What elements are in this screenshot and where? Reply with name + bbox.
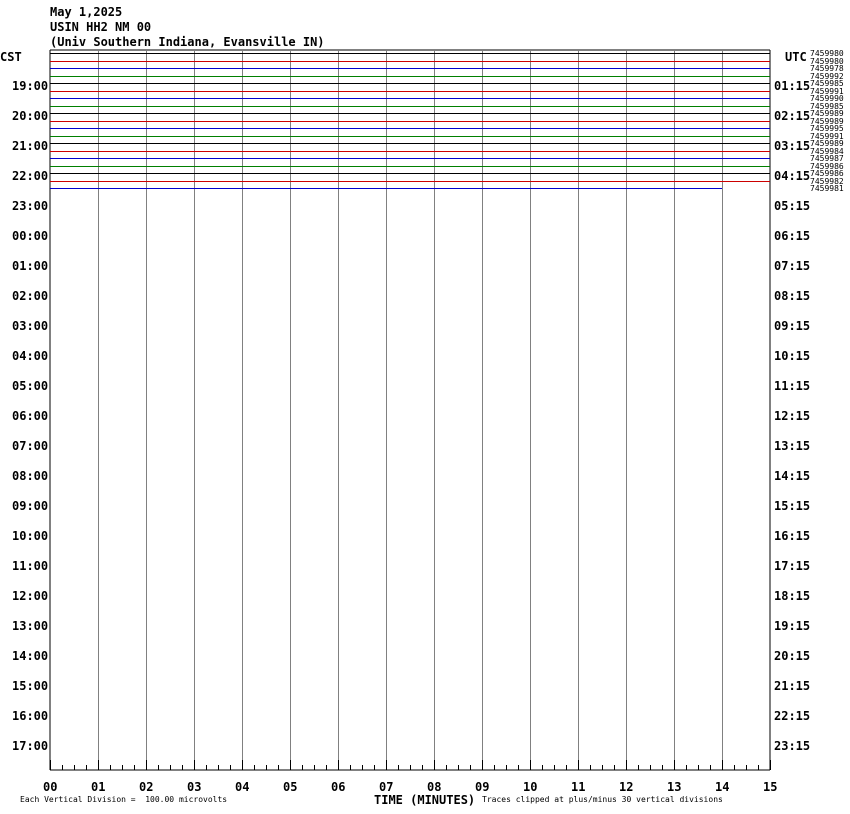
- cst-hour-label: 22:00: [12, 169, 49, 183]
- utc-hour-label: 06:15: [774, 229, 811, 243]
- trace-offset-label: 7459980: [810, 49, 844, 58]
- x-tick-label: 02: [139, 780, 154, 794]
- cst-hour-label: 17:00: [12, 739, 49, 753]
- x-tick-label: 09: [475, 780, 490, 794]
- cst-hour-label: 08:00: [12, 469, 49, 483]
- x-tick-label: 04: [235, 780, 250, 794]
- cst-hour-label: 12:00: [12, 589, 49, 603]
- utc-hour-label: 13:15: [774, 439, 811, 453]
- x-tick-label: 00: [43, 780, 58, 794]
- x-tick-label: 14: [715, 780, 730, 794]
- right-timezone-label: UTC: [785, 50, 807, 64]
- cst-hour-label: 20:00: [12, 109, 49, 123]
- trace-offset-label: 7459984: [810, 147, 844, 156]
- utc-hour-label: 09:15: [774, 319, 811, 333]
- trace-offset-label: 7459989: [810, 109, 844, 118]
- station-id: USIN HH2 NM 00: [50, 20, 152, 34]
- cst-hour-label: 05:00: [12, 379, 49, 393]
- trace-offset-label: 7459985: [810, 102, 844, 111]
- plot-date: May 1,2025: [50, 5, 123, 19]
- station-location: (Univ Southern Indiana, Evansville IN): [50, 35, 325, 49]
- cst-hour-label: 14:00: [12, 649, 49, 663]
- utc-hour-label: 03:15: [774, 139, 811, 153]
- utc-hour-label: 08:15: [774, 289, 811, 303]
- cst-hour-label: 07:00: [12, 439, 49, 453]
- utc-hour-label: 04:15: [774, 169, 811, 183]
- cst-hour-label: 21:00: [12, 139, 49, 153]
- trace-offset-label: 7459986: [810, 162, 844, 171]
- cst-hour-label: 11:00: [12, 559, 49, 573]
- utc-hour-label: 11:15: [774, 379, 811, 393]
- cst-hour-label: 01:00: [12, 259, 49, 273]
- utc-hour-label: 12:15: [774, 409, 811, 423]
- cst-hour-label: 04:00: [12, 349, 49, 363]
- cst-hour-label: 10:00: [12, 529, 49, 543]
- cst-hour-label: 13:00: [12, 619, 49, 633]
- utc-hour-label: 02:15: [774, 109, 811, 123]
- trace-offset-label: 7459986: [810, 169, 844, 178]
- x-tick-label: 10: [523, 780, 538, 794]
- left-timezone-label: CST: [0, 50, 22, 64]
- utc-hour-label: 18:15: [774, 589, 811, 603]
- utc-hour-label: 19:15: [774, 619, 811, 633]
- utc-hour-label: 21:15: [774, 679, 811, 693]
- x-tick-label: 03: [187, 780, 202, 794]
- scale-note: Each Vertical Division = 100.00 microvolts: [20, 795, 228, 804]
- utc-hour-label: 15:15: [774, 499, 811, 513]
- x-tick-label: 01: [91, 780, 106, 794]
- trace-offset-label: 7459980: [810, 57, 844, 66]
- cst-hour-label: 15:00: [12, 679, 49, 693]
- x-tick-label: 07: [379, 780, 394, 794]
- cst-hour-label: 23:00: [12, 199, 49, 213]
- cst-hour-label: 02:00: [12, 289, 49, 303]
- utc-hour-label: 20:15: [774, 649, 811, 663]
- x-tick-label: 06: [331, 780, 346, 794]
- clip-note: Traces clipped at plus/minus 30 vertical divisions: [482, 795, 723, 804]
- trace-offset-label: 7459985: [810, 79, 844, 88]
- cst-hour-label: 09:00: [12, 499, 49, 513]
- cst-hour-label: 00:00: [12, 229, 49, 243]
- trace-offset-label: 7459982: [810, 177, 844, 186]
- utc-hour-label: 22:15: [774, 709, 811, 723]
- trace-offset-label: 7459989: [810, 139, 844, 148]
- x-tick-label: 08: [427, 780, 442, 794]
- x-tick-label: 12: [619, 780, 634, 794]
- utc-hour-label: 10:15: [774, 349, 811, 363]
- x-tick-label: 05: [283, 780, 298, 794]
- trace-offset-label: 7459990: [810, 94, 844, 103]
- cst-hour-label: 03:00: [12, 319, 49, 333]
- x-tick-label: 15: [763, 780, 778, 794]
- cst-hour-label: 16:00: [12, 709, 49, 723]
- trace-offset-label: 7459992: [810, 72, 844, 81]
- utc-hour-label: 16:15: [774, 529, 811, 543]
- trace-offset-label: 7459991: [810, 87, 844, 96]
- utc-hour-label: 01:15: [774, 79, 811, 93]
- x-tick-label: 11: [571, 780, 586, 794]
- cst-hour-label: 19:00: [12, 79, 49, 93]
- trace-offset-label: 7459981: [810, 184, 844, 193]
- utc-hour-label: 17:15: [774, 559, 811, 573]
- x-tick-label: 13: [667, 780, 682, 794]
- trace-offset-label: 7459978: [810, 64, 844, 73]
- trace-offset-label: 7459991: [810, 132, 844, 141]
- trace-offset-label: 7459987: [810, 154, 844, 163]
- utc-hour-label: 07:15: [774, 259, 811, 273]
- trace-offset-label: 7459989: [810, 117, 844, 126]
- utc-hour-label: 14:15: [774, 469, 811, 483]
- utc-hour-label: 05:15: [774, 199, 811, 213]
- x-axis-label: TIME (MINUTES): [374, 793, 476, 807]
- trace-offset-label: 7459995: [810, 124, 844, 133]
- utc-hour-label: 23:15: [774, 739, 811, 753]
- cst-hour-label: 06:00: [12, 409, 49, 423]
